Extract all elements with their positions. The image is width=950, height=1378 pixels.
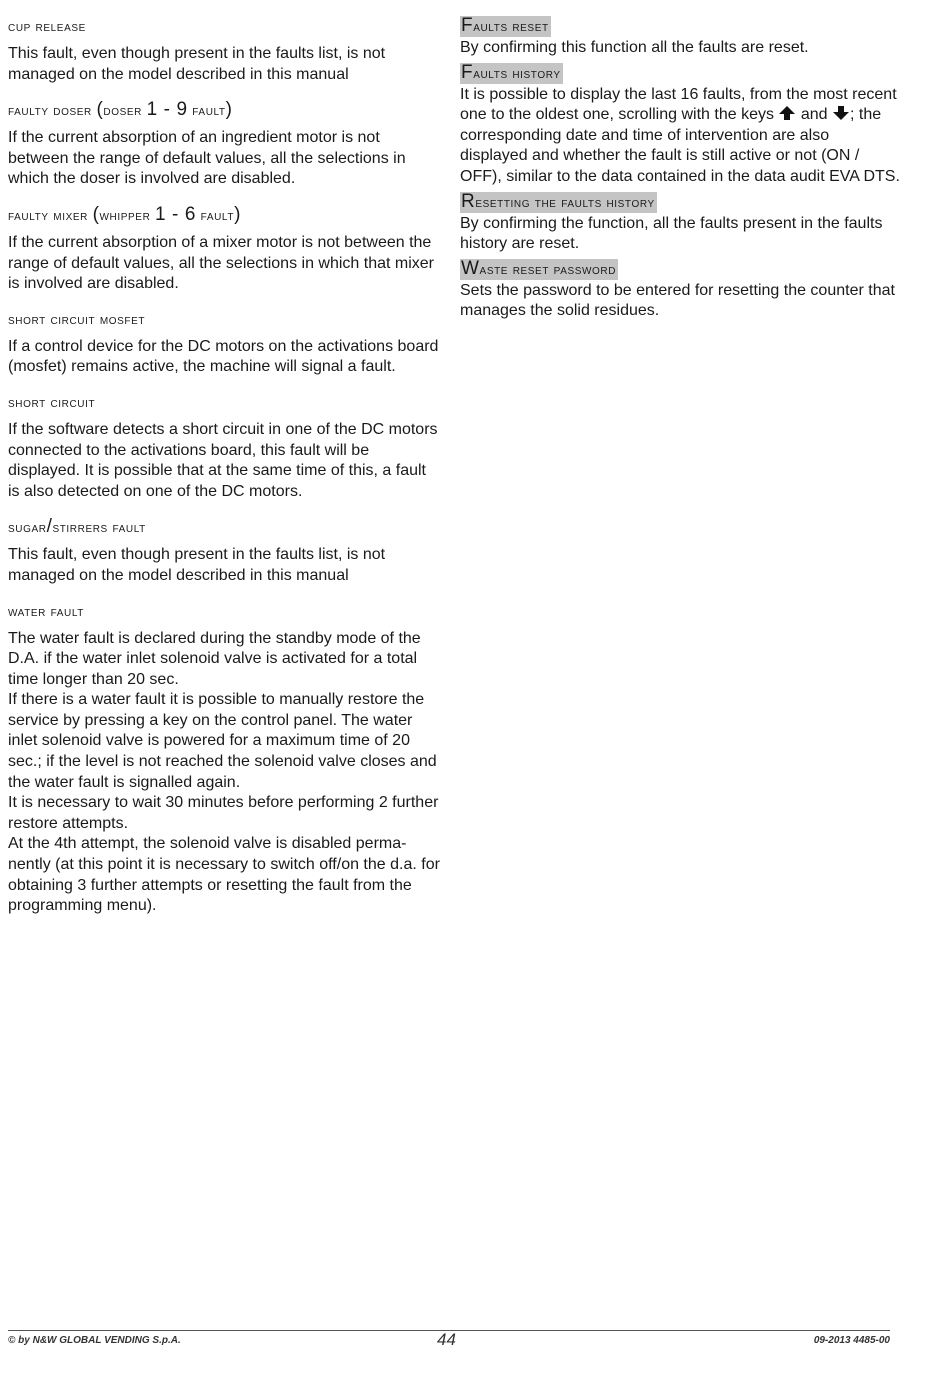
page-number: 44 (437, 1330, 456, 1349)
section-faulty-doser (8, 99, 440, 190)
section-text: At the 4th attempt, the solenoid valve is disabled perma-nently (at this point it is necessary to switch off/on the d.a. for obtaining 3 further attempts or resetting the fault from the programming menu). (8, 835, 440, 915)
right-column (460, 16, 900, 326)
section-faults-reset (460, 16, 900, 59)
section-cup-release (8, 16, 440, 85)
document-code: 09-2013 4485-00 (813, 1335, 890, 1346)
section-text: This fault, even though present in the faults list, is not managed on the model described in this manual (8, 45, 386, 83)
section-title: faulty doser (doser 1 - 9 fault) (8, 99, 233, 121)
section-text: By confirming this function all the faults are reset. (460, 39, 809, 56)
footer-copyright: © by N&W GLOBAL VENDING S.p.A. (8, 1335, 181, 1346)
section-heading: Faults reset (461, 15, 549, 36)
section-text: It is necessary to wait 30 minutes before performing 2 further restore attempts. (8, 794, 439, 832)
section-short-circuit (8, 392, 440, 502)
section-text: If the current absorption of a mixer motor is not between the range of default values, all the selections in which that mixer is involved are disabled. (8, 233, 435, 293)
section-text: The water fault is declared during the standby mode of the D.A. if the water inlet solenoid valve is activated for a total time longer than 20 sec. (8, 629, 421, 688)
section-short-circuit-mosfet (8, 309, 440, 378)
section-text: It is possible to display the last 16 faults, from the most recent one to the oldest one, scrolling with the keys and ; the corresponding date and time of intervention are also displayed and whether the fault is still active or not (ON / OFF), similar to the data contained in the data audit EVA DTS. (460, 85, 900, 185)
section-text: This fault, even though present in the faults list, is not managed on the model described in this manual (8, 546, 386, 584)
left-column (8, 16, 440, 931)
section-text: By confirming the function, all the faults present in the faults history are reset. (460, 214, 883, 253)
section-title: cup release (8, 19, 86, 35)
section-text: If there is a water fault it is possible to manually restore the service by pressing a key on the control panel. The water inlet solenoid valve is powered for a maximum time of 20 sec.; if the level is not reached the solenoid valve closes and the water fault is signalled again. (8, 691, 437, 791)
section-faults-history (460, 63, 900, 188)
section-title: faulty mixer (whipper 1 - 6 fault) (8, 203, 241, 225)
section-title: short circuit mosfet (8, 311, 146, 328)
section-sugar-stirrers-fault (8, 516, 440, 586)
section-text: If a control device for the DC motors on the activations board (mosfet) remains active, the machine will signal a fault. (8, 337, 439, 376)
section-heading: Waste reset password (461, 257, 617, 279)
section-text: If the software detects a short circuit in one of the DC motors connected to the activations board, this fault will be displayed. It is possible that at the same time of this, a fault is also detected on one of the DC motors. (8, 420, 438, 500)
section-text: If the current absorption of an ingredient motor is not between the range of default values, all the selections in which the doser is involved are disabled. (8, 129, 406, 188)
arrow-up-icon (778, 105, 796, 121)
section-heading: Resetting the faults history (461, 190, 655, 212)
section-title: sugar/stirrers fault (8, 516, 146, 538)
section-title: short circuit (8, 394, 96, 411)
section-title: water fault (8, 603, 84, 620)
section-water-fault (8, 601, 440, 917)
section-heading: Faults history (461, 61, 561, 83)
section-faulty-mixer (8, 204, 440, 295)
section-text: Sets the password to be entered for resetting the counter that manages the solid residues. (460, 281, 895, 320)
section-waste-reset-password (460, 259, 900, 322)
arrow-down-icon (832, 105, 850, 121)
section-resetting-faults-history (460, 192, 900, 255)
